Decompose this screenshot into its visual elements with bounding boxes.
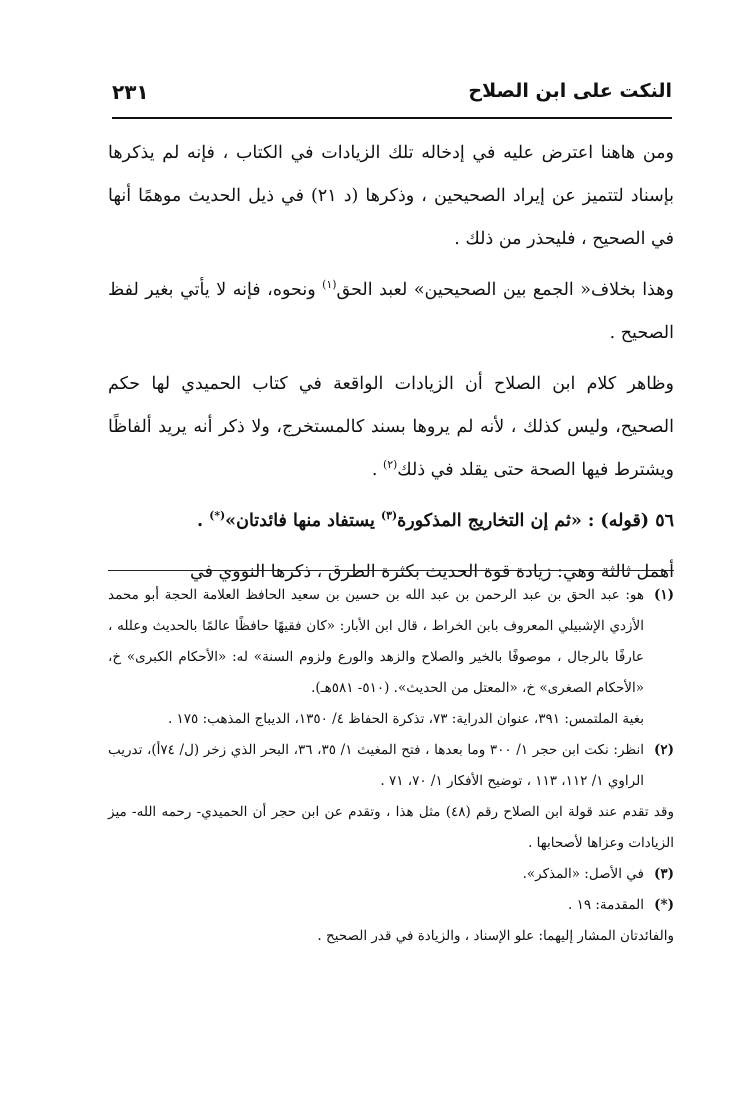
footnote-1-text: هو: عبد الحق بن عبد الرحمن بن عبد الله بن حسين بن سعيد الحافظ العلامة الحجة أبو محمد الأزدي الإشبيلي المعروف بابن الخراط ، قال ابن الأبار: «كان فقيهًا حافظًا عالمًا بالحديث وعلله ، عارفًا بالرجال ، موصوفًا بالخير والصلاح والزهد والورع ولزوم السنة» له: «الأحكام الكبرى» خ، «الأحكام الصغرى» خ، «المعتل من الحديث». (٥١٠- ٥٨١هـ). — [108, 587, 644, 696]
section-heading-56 — [108, 500, 674, 543]
footnote-1-sources: بغية الملتمس: ٣٩١، عنوان الدراية: ٧٣، تذكرة الحفاظ ٤/ ١٣٥٠، الديباج المذهب: ١٧٥ . — [167, 711, 644, 727]
footnotes — [108, 580, 674, 952]
paragraph-4: أهمل ثالثة وهي: زيادة قوة الحديث بكثرة الطرق ، ذكرها النووي في — [190, 562, 674, 582]
footnote-2-note: وقد تقدم عند قولة ابن الصلاح رقم (٤٨) مثل هذا ، وتقدم عن ابن حجر أن الحميدي- رحمه الله- ميز الزيادات وعزاها لأصحابها . — [108, 804, 674, 851]
paragraph-3 — [108, 363, 674, 492]
heading-text-a: ٥٦ (قوله) : «ثم إن التخاريج المذكورة — [397, 511, 674, 531]
footnote-ref-1[interactable]: (١) — [322, 278, 337, 292]
main-text — [108, 132, 674, 602]
page-header — [112, 80, 672, 116]
heading-text-c: . — [197, 511, 210, 531]
footnote-ref-star[interactable]: (*) — [209, 509, 226, 523]
footnote-2 — [108, 735, 674, 797]
footnote-star-marker: (*) — [654, 897, 674, 913]
paragraph-3-text-b: . — [371, 460, 383, 480]
footnote-star-body — [108, 890, 644, 921]
footnote-3-text: في الأصل: «المذكر». — [522, 866, 644, 882]
paragraph-2 — [108, 269, 674, 355]
footnote-1-body — [108, 580, 644, 735]
footnote-2-text: انظر: نكت ابن حجر ١/ ٣٠٠ وما بعدها ، فتح المغيث ١/ ٣٥، ٣٦، البحر الذي زخر (ل/ ٧٤أ)، تدريب الراوي ١/ ١١٢، ١١٣ ، توضيح الأفكار ١/ ٧٠، ٧١ . — [108, 742, 644, 789]
paragraph-1: ومن هاهنا اعترض عليه في إدخاله تلك الزيادات في الكتاب ، فإنه لم يذكرها بإسناد لتتميز عن إيراد الصحيحين ، وذكرها (د ٢١) في ذيل الحديث موهمًا أنها في الصحيح ، فليحذر من ذلك . — [108, 143, 675, 249]
footnote-3-body — [108, 859, 644, 890]
footnote-closing: والفائدتان المشار إليهما: علو الإسناد ، والزيادة في قدر الصحيح . — [317, 928, 674, 944]
paragraph-3-text-a: وظاهر كلام ابن الصلاح أن الزيادات الواقعة في كتاب الحميدي لها حكم الصحيح، وليس كذلك ، لأنه لم يروها بسند كالمستخرج، ولا ذكر أنه يريد ألفاظًا ويشترط فيها الصحة حتى يقلد في ذلك — [108, 374, 674, 480]
footnote-1 — [108, 580, 674, 735]
footnote-2-marker: (٢) — [653, 742, 674, 758]
footnote-star — [108, 890, 674, 921]
paragraph-2-text-a: وهذا بخلاف« الجمع بين الصحيحين» لعبد الحق — [336, 280, 674, 300]
footnote-star-text: المقدمة: ١٩ . — [567, 897, 644, 913]
footnote-ref-2[interactable]: (٢) — [382, 458, 398, 472]
page-number: ٢٣١ — [112, 80, 149, 104]
paragraph-2-text-b: ونحوه، فإنه لا يأتي بغير لفظ الصحيح . — [108, 280, 674, 343]
footnote-1-marker: (١) — [653, 587, 674, 603]
footnote-ref-3[interactable]: (٣) — [381, 509, 398, 523]
footnote-3-marker: (٣) — [653, 866, 674, 882]
footnote-3 — [108, 859, 674, 890]
running-title: النكت على ابن الصلاح — [468, 80, 672, 102]
footnote-2-body — [108, 735, 644, 797]
heading-text-b: يستفاد منها فائدتان» — [225, 511, 381, 531]
header-rule — [112, 117, 672, 119]
footnote-rule — [108, 570, 674, 571]
